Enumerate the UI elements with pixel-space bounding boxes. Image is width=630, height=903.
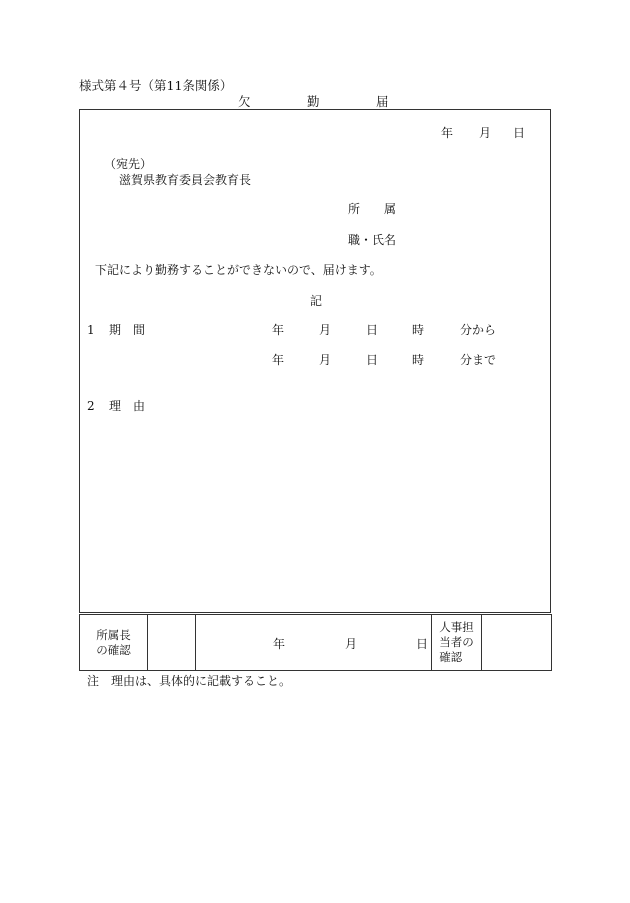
period-to-month: 月 bbox=[319, 353, 332, 367]
date-day-label: 日 bbox=[513, 126, 526, 140]
confirmation-table bbox=[79, 614, 552, 671]
reason-number: 2 bbox=[87, 399, 95, 413]
affiliation-label: 所 属 bbox=[348, 202, 397, 216]
head-confirm-label-cell bbox=[80, 615, 148, 671]
hr-confirm-label-cell bbox=[432, 615, 482, 671]
date-month-label: 月 bbox=[479, 126, 492, 140]
confirm-date-month: 月 bbox=[345, 637, 358, 651]
period-to-hour: 時 bbox=[412, 353, 425, 367]
confirm-date-year: 年 bbox=[273, 637, 286, 651]
hr-confirm-stamp bbox=[482, 615, 552, 671]
head-confirm-stamp bbox=[148, 615, 196, 671]
period-number: 1 bbox=[87, 323, 95, 337]
confirm-date-cell bbox=[196, 615, 432, 671]
period-from-year: 年 bbox=[272, 323, 285, 337]
date-year-label: 年 bbox=[441, 126, 454, 140]
confirm-date-day: 日 bbox=[416, 637, 429, 651]
title-char: 届 bbox=[376, 94, 389, 109]
period-to-year: 年 bbox=[272, 353, 285, 367]
period-from-day: 日 bbox=[366, 323, 379, 337]
head-confirm-label: 所属長 の確認 bbox=[96, 627, 131, 657]
intro-text: 下記により勤務することができないので、届けます。 bbox=[95, 263, 382, 277]
addressee: 滋賀県教育委員会教育長 bbox=[119, 173, 252, 187]
form-number: 様式第４号（第11条関係） bbox=[79, 78, 233, 93]
period-to-suffix: 分まで bbox=[460, 353, 497, 367]
separator-line bbox=[79, 612, 551, 613]
title-char: 欠 bbox=[238, 94, 251, 109]
ki-label: 記 bbox=[310, 294, 323, 308]
addressee-prefix: （宛先） bbox=[104, 157, 153, 171]
period-from-suffix: 分から bbox=[460, 323, 497, 337]
hr-confirm-label: 人事担 当者の 確認 bbox=[439, 620, 474, 664]
period-label: 期 間 bbox=[109, 323, 146, 337]
reason-label: 理 由 bbox=[109, 399, 146, 413]
period-to-day: 日 bbox=[366, 353, 379, 367]
title-char: 勤 bbox=[307, 94, 320, 109]
period-from-hour: 時 bbox=[412, 323, 425, 337]
note: 注 理由は、具体的に記載すること。 bbox=[87, 674, 292, 688]
period-from-month: 月 bbox=[319, 323, 332, 337]
name-label: 職・氏名 bbox=[348, 233, 397, 247]
